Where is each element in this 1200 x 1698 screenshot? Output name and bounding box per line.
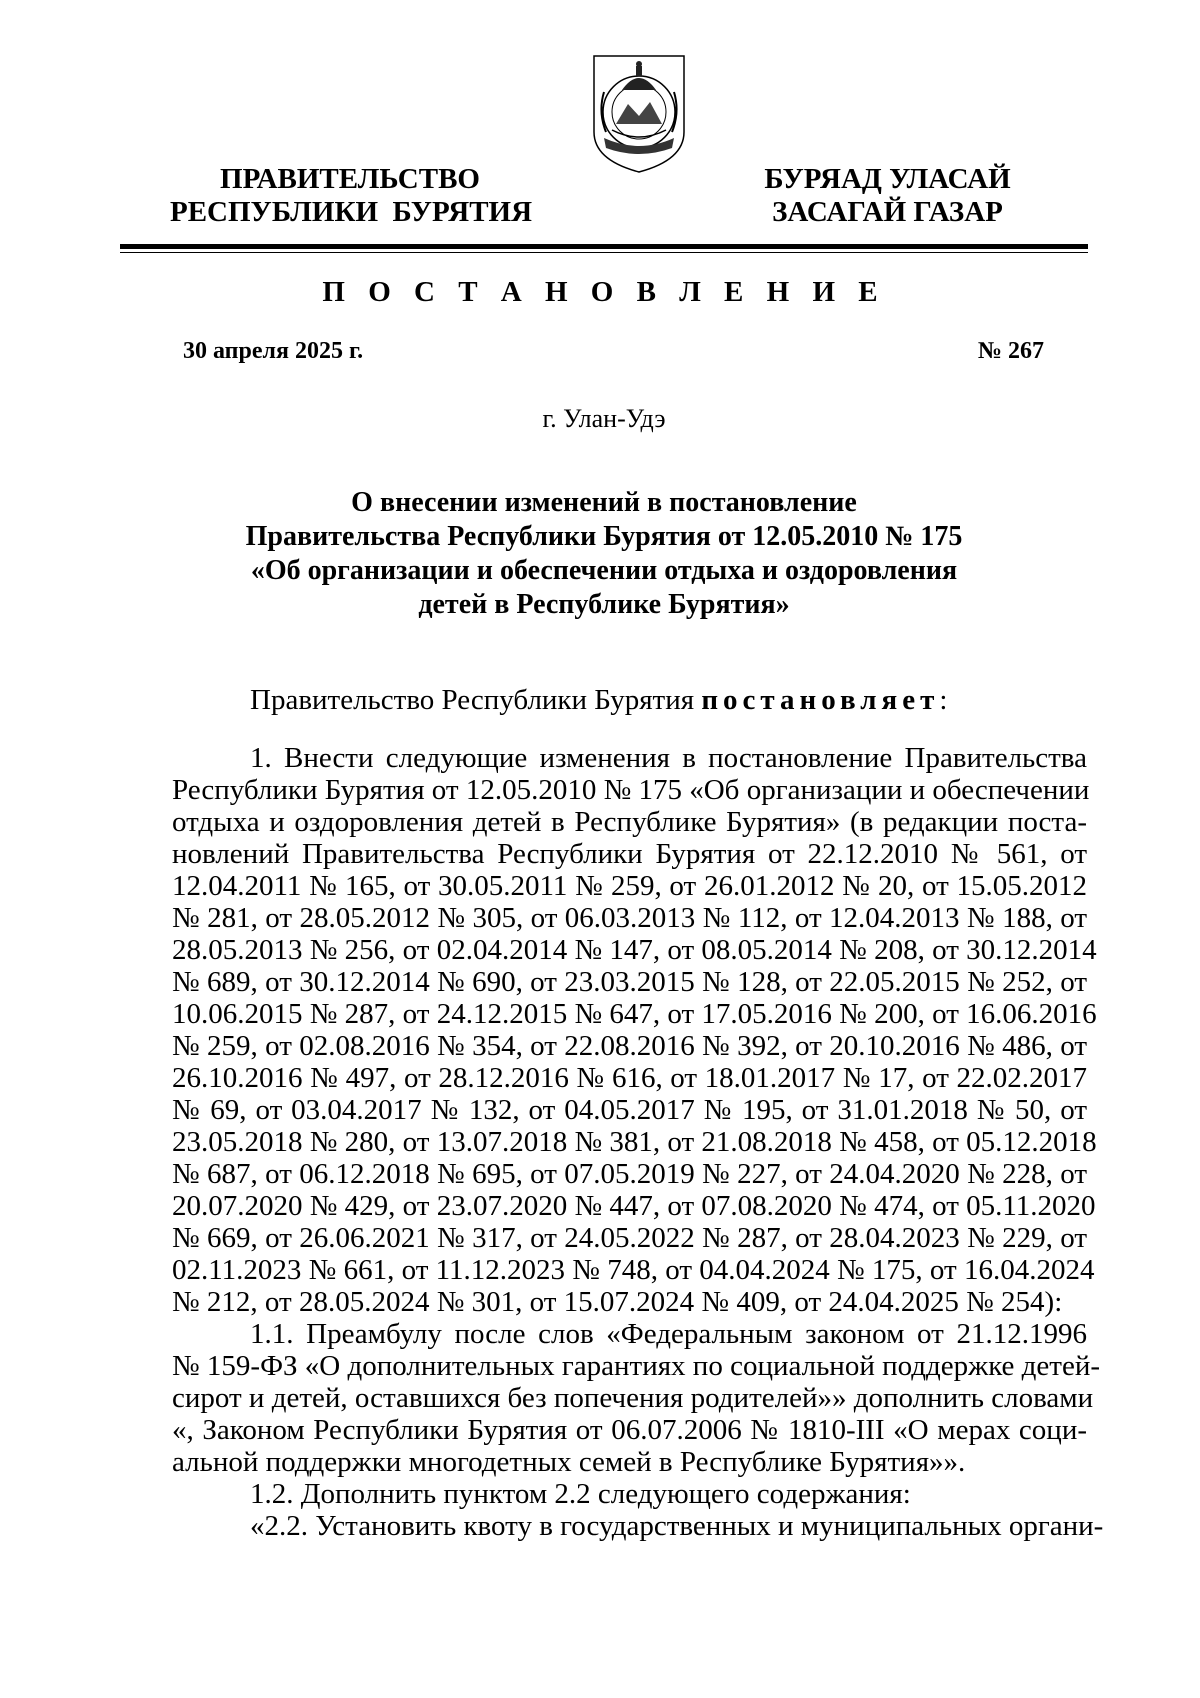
header-right-org	[740, 163, 1035, 229]
body-line: № 212, от 28.05.2024 № 301, от 15.07.2024 № 409, от 24.04.2025 № 254):	[172, 1286, 1063, 1318]
document-city: г. Улан-Удэ	[542, 404, 666, 433]
body-line: Республики Бурятия от 12.05.2010 № 175 «Об организации и обеспечении	[172, 774, 1090, 806]
body-line: № 687, от 06.12.2018 № 695, от 07.05.2019 № 227, от 24.04.2020 № 228, от	[172, 1158, 1087, 1190]
body-line: 26.10.2016 № 497, от 28.12.2016 № 616, от 18.01.2017 № 17, от 22.02.2017	[172, 1062, 1087, 1094]
body-line: 12.04.2011 № 165, от 30.05.2011 № 259, от 26.01.2012 № 20, от 15.05.2012	[172, 870, 1087, 902]
body-line: 1.2. Дополнить пунктом 2.2 следующего содержания:	[250, 1478, 911, 1510]
body-line: № 281, от 28.05.2012 № 305, от 06.03.2013 № 112, от 12.04.2013 № 188, от	[172, 902, 1087, 934]
header-left-line-2: РЕСПУБЛИКИ БУРЯТИЯ	[170, 196, 533, 228]
body-line: № 669, от 26.06.2021 № 317, от 24.05.2022 № 287, от 28.04.2023 № 229, от	[172, 1222, 1087, 1254]
document-body	[172, 742, 1104, 1542]
document-number: № 267	[977, 338, 1044, 364]
header-right-line-1: БУРЯАД УЛАСАЙ	[764, 163, 1011, 195]
document-date: 30 апреля 2025 г.	[183, 338, 364, 364]
body-line: 10.06.2015 № 287, от 24.12.2015 № 647, от 17.05.2016 № 200, от 16.06.2016	[172, 998, 1097, 1030]
header-left-line-1: ПРАВИТЕЛЬСТВО	[220, 163, 480, 195]
title-line: детей в Республике Бурятия»	[418, 589, 790, 620]
body-line: № 159-ФЗ «О дополнительных гарантиях по социальной поддержке детей-	[172, 1350, 1101, 1382]
body-line: альной поддержки многодетных семей в Республике Бурятия»».	[172, 1446, 966, 1478]
body-line: сирот и детей, оставшихся без попечения родителей»» дополнить словами	[172, 1382, 1094, 1414]
header-divider	[120, 244, 1088, 249]
body-line: 1.1. Преамбулу после слов «Федеральным законом от 21.12.1996	[250, 1318, 1087, 1350]
title-line: «Об организации и обеспечении отдыха и оздоровления	[250, 555, 958, 586]
header-divider-thin	[120, 252, 1088, 253]
document-type: П О С Т А Н О В Л Е Н И Е	[322, 276, 886, 308]
body-line: «, Законом Республики Бурятия от 06.07.2006 № 1810-III «О мерах соци-	[172, 1414, 1087, 1446]
body-line: № 259, от 02.08.2016 № 354, от 22.08.2016 № 392, от 20.10.2016 № 486, от	[172, 1030, 1087, 1062]
body-line: 20.07.2020 № 429, от 23.07.2020 № 447, от 07.08.2020 № 474, от 05.11.2020	[172, 1190, 1096, 1222]
document-title	[200, 486, 1008, 622]
preamble	[250, 684, 947, 716]
title-line: Правительства Республики Бурятия от 12.05.2010 № 175	[245, 521, 963, 552]
header-right-line-2: ЗАСАГАЙ ГАЗАР	[772, 196, 1003, 228]
body-line: отдыха и оздоровления детей в Республике Бурятия» (в редакции поста-	[172, 806, 1087, 838]
preamble-decree-word: постановляет	[701, 684, 940, 716]
body-line: «2.2. Установить квоту в государственных и муниципальных органи-	[250, 1510, 1104, 1542]
coat-of-arms-icon	[590, 52, 688, 175]
body-line: № 689, от 30.12.2014 № 690, от 23.03.2015 № 128, от 22.05.2015 № 252, от	[172, 966, 1087, 998]
preamble-colon: :	[939, 684, 948, 716]
body-line: 02.11.2023 № 661, от 11.12.2023 № 748, от 04.04.2024 № 175, от 16.04.2024	[172, 1254, 1095, 1286]
header-left-org	[170, 163, 533, 229]
body-line: новлений Правительства Республики Бурятия от 22.12.2010 № 561, от	[172, 838, 1087, 870]
body-line: № 69, от 03.04.2017 № 132, от 04.05.2017 № 195, от 31.01.2018 № 50, от	[172, 1094, 1087, 1126]
body-line: 28.05.2013 № 256, от 02.04.2014 № 147, от 08.05.2014 № 208, от 30.12.2014	[172, 934, 1097, 966]
preamble-text: Правительство Республики Бурятия	[250, 684, 695, 716]
body-line: 23.05.2018 № 280, от 13.07.2018 № 381, от 21.08.2018 № 458, от 05.12.2018	[172, 1126, 1097, 1158]
body-line: 1. Внести следующие изменения в постановление Правительства	[250, 742, 1087, 774]
title-line: О внесении изменений в постановление	[351, 487, 857, 518]
